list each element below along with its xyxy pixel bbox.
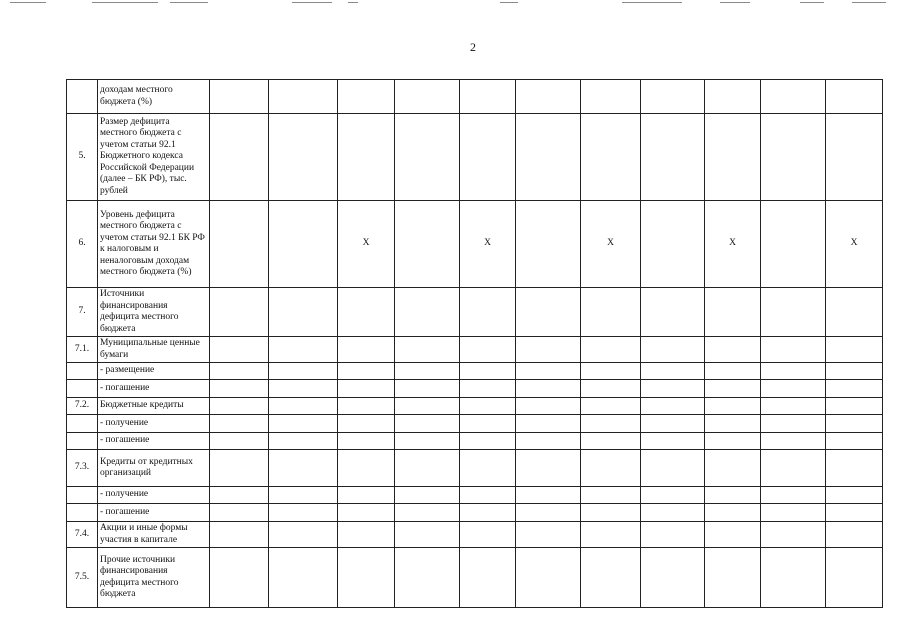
value-cell: [641, 337, 705, 363]
row-number: 5.: [67, 114, 98, 201]
value-cell: [210, 548, 269, 608]
value-cell: [705, 487, 761, 504]
row-number: 6.: [67, 201, 98, 288]
value-cell: [516, 433, 581, 450]
value-cell: [395, 288, 460, 337]
value-cell: [581, 450, 641, 487]
table-row: [67, 487, 883, 504]
value-cell: [210, 363, 269, 380]
value-cell: [210, 415, 269, 433]
row-label: Муниципальные ценные бумаги: [98, 337, 210, 363]
value-cell: [210, 504, 269, 522]
value-cell: [705, 415, 761, 433]
value-cell: [338, 433, 395, 450]
value-cell: [269, 337, 338, 363]
table-row: [67, 504, 883, 522]
value-cell: [826, 450, 883, 487]
value-cell: [269, 487, 338, 504]
value-cell: [460, 363, 516, 380]
value-cell: [826, 337, 883, 363]
value-cell: [581, 288, 641, 337]
value-cell: [641, 415, 705, 433]
value-cell: [460, 398, 516, 415]
value-cell: [581, 433, 641, 450]
row-label: Прочие источники финансирования дефицита местного бюджета: [98, 548, 210, 608]
value-cell: [395, 433, 460, 450]
value-cell: [460, 415, 516, 433]
value-cell: [641, 380, 705, 398]
table-row: [67, 433, 883, 450]
value-cell: [826, 487, 883, 504]
value-cell: [338, 398, 395, 415]
value-cell: [460, 337, 516, 363]
value-cell: [581, 504, 641, 522]
value-cell: [460, 80, 516, 114]
value-cell: [826, 433, 883, 450]
value-cell: [826, 288, 883, 337]
value-cell: [460, 450, 516, 487]
value-cell: [210, 450, 269, 487]
value-cell: [516, 363, 581, 380]
value-cell: [210, 337, 269, 363]
row-label: Уровень дефицита местного бюджета с учетом статьи 92.1 БК РФ к налоговым и неналоговым доходам местного бюджета (%): [98, 201, 210, 288]
value-cell: [516, 398, 581, 415]
value-cell: [516, 201, 581, 288]
table-row: [67, 398, 883, 415]
value-cell: [395, 380, 460, 398]
value-cell: [395, 450, 460, 487]
row-label: - получение: [98, 487, 210, 504]
row-number: 7.2.: [67, 398, 98, 415]
row-number: [67, 415, 98, 433]
row-label: - получение: [98, 415, 210, 433]
row-label: Бюджетные кредиты: [98, 398, 210, 415]
value-cell: [269, 450, 338, 487]
value-cell: [641, 288, 705, 337]
table-row: [67, 363, 883, 380]
row-label: - погашение: [98, 380, 210, 398]
value-cell: [395, 548, 460, 608]
value-cell: [581, 80, 641, 114]
row-number: [67, 433, 98, 450]
value-cell: [761, 504, 826, 522]
value-cell: [460, 433, 516, 450]
value-cell: [395, 522, 460, 548]
value-cell: [581, 114, 641, 201]
value-cell: [395, 398, 460, 415]
value-cell: [460, 487, 516, 504]
budget-table: [66, 79, 883, 608]
value-cell: [761, 201, 826, 288]
value-cell: [516, 548, 581, 608]
value-cell: [761, 522, 826, 548]
value-cell: [338, 363, 395, 380]
row-number: 7.4.: [67, 522, 98, 548]
value-cell: [210, 487, 269, 504]
value-cell: [705, 380, 761, 398]
value-cell: [269, 398, 338, 415]
value-cell: [705, 288, 761, 337]
value-cell: [761, 380, 826, 398]
value-cell: [641, 201, 705, 288]
value-cell: [395, 363, 460, 380]
value-cell: [516, 288, 581, 337]
row-label: - погашение: [98, 433, 210, 450]
row-number: [67, 363, 98, 380]
value-cell: [338, 288, 395, 337]
value-cell: [269, 288, 338, 337]
value-cell: [338, 450, 395, 487]
row-number: [67, 487, 98, 504]
value-cell: [826, 380, 883, 398]
value-cell: [761, 337, 826, 363]
table-row: [67, 337, 883, 363]
value-cell: [761, 487, 826, 504]
budget-table-body: [67, 80, 883, 608]
table-row: [67, 201, 883, 288]
x-mark-cell: X: [581, 201, 641, 288]
value-cell: [338, 504, 395, 522]
value-cell: [395, 504, 460, 522]
table-row: [67, 114, 883, 201]
value-cell: [210, 201, 269, 288]
value-cell: [581, 380, 641, 398]
value-cell: [210, 288, 269, 337]
value-cell: [516, 504, 581, 522]
row-number: [67, 504, 98, 522]
table-row: [67, 548, 883, 608]
value-cell: [269, 80, 338, 114]
table-row: [67, 380, 883, 398]
row-label: - размещение: [98, 363, 210, 380]
value-cell: [761, 398, 826, 415]
value-cell: [761, 363, 826, 380]
value-cell: [705, 80, 761, 114]
value-cell: [705, 450, 761, 487]
value-cell: [641, 363, 705, 380]
value-cell: [269, 380, 338, 398]
value-cell: [641, 114, 705, 201]
value-cell: [395, 415, 460, 433]
page-number: 2: [470, 40, 476, 54]
row-label: Источники финансирования дефицита местного бюджета: [98, 288, 210, 337]
value-cell: [338, 380, 395, 398]
value-cell: [210, 380, 269, 398]
value-cell: [338, 522, 395, 548]
value-cell: [516, 415, 581, 433]
value-cell: [269, 522, 338, 548]
value-cell: [761, 80, 826, 114]
value-cell: [338, 415, 395, 433]
value-cell: [761, 450, 826, 487]
value-cell: [460, 114, 516, 201]
value-cell: [761, 548, 826, 608]
value-cell: [210, 433, 269, 450]
row-label: Размер дефицита местного бюджета с учетом статьи 92.1 Бюджетного кодекса Российской Федерации (далее – БК РФ), тыс. рублей: [98, 114, 210, 201]
value-cell: [269, 504, 338, 522]
row-number: [67, 80, 98, 114]
value-cell: [641, 522, 705, 548]
value-cell: [460, 288, 516, 337]
value-cell: [395, 114, 460, 201]
value-cell: [516, 450, 581, 487]
value-cell: [516, 380, 581, 398]
row-number: 7.3.: [67, 450, 98, 487]
value-cell: [395, 337, 460, 363]
x-mark-cell: X: [705, 201, 761, 288]
value-cell: [581, 398, 641, 415]
row-label: Кредиты от кредитных организаций: [98, 450, 210, 487]
value-cell: [338, 487, 395, 504]
row-label: Акции и иные формы участия в капитале: [98, 522, 210, 548]
value-cell: [338, 114, 395, 201]
value-cell: [338, 337, 395, 363]
value-cell: [269, 363, 338, 380]
value-cell: [581, 487, 641, 504]
value-cell: [705, 522, 761, 548]
value-cell: [826, 363, 883, 380]
value-cell: [705, 337, 761, 363]
value-cell: [705, 433, 761, 450]
value-cell: [581, 363, 641, 380]
value-cell: [581, 548, 641, 608]
value-cell: [826, 80, 883, 114]
value-cell: [761, 288, 826, 337]
table-row: [67, 522, 883, 548]
value-cell: [581, 415, 641, 433]
value-cell: [826, 114, 883, 201]
value-cell: [395, 80, 460, 114]
value-cell: [269, 114, 338, 201]
row-number: 7.1.: [67, 337, 98, 363]
value-cell: [210, 398, 269, 415]
value-cell: [516, 80, 581, 114]
value-cell: [641, 548, 705, 608]
table-row: [67, 80, 883, 114]
scan-artifact-top-edge: [0, 0, 905, 8]
value-cell: [338, 80, 395, 114]
value-cell: [338, 548, 395, 608]
value-cell: [395, 201, 460, 288]
value-cell: [210, 80, 269, 114]
value-cell: [581, 522, 641, 548]
row-label: доходам местного бюджета (%): [98, 80, 210, 114]
value-cell: [395, 487, 460, 504]
value-cell: [516, 114, 581, 201]
x-mark-cell: X: [338, 201, 395, 288]
value-cell: [269, 548, 338, 608]
value-cell: [761, 415, 826, 433]
x-mark-cell: X: [460, 201, 516, 288]
value-cell: [705, 114, 761, 201]
value-cell: [641, 398, 705, 415]
value-cell: [269, 433, 338, 450]
value-cell: [826, 504, 883, 522]
value-cell: [705, 398, 761, 415]
value-cell: [826, 398, 883, 415]
value-cell: [460, 504, 516, 522]
value-cell: [705, 363, 761, 380]
value-cell: [516, 487, 581, 504]
row-label: - погашение: [98, 504, 210, 522]
value-cell: [460, 380, 516, 398]
value-cell: [826, 548, 883, 608]
value-cell: [210, 522, 269, 548]
value-cell: [516, 337, 581, 363]
value-cell: [460, 522, 516, 548]
value-cell: [705, 504, 761, 522]
value-cell: [641, 80, 705, 114]
row-number: 7.: [67, 288, 98, 337]
value-cell: [269, 201, 338, 288]
table-row: [67, 288, 883, 337]
value-cell: [641, 450, 705, 487]
value-cell: [581, 337, 641, 363]
value-cell: [761, 114, 826, 201]
value-cell: [269, 415, 338, 433]
value-cell: [641, 433, 705, 450]
value-cell: [826, 415, 883, 433]
value-cell: [705, 548, 761, 608]
value-cell: [641, 504, 705, 522]
value-cell: [761, 433, 826, 450]
x-mark-cell: X: [826, 201, 883, 288]
table-row: [67, 450, 883, 487]
value-cell: [210, 114, 269, 201]
value-cell: [460, 548, 516, 608]
row-number: [67, 380, 98, 398]
table-row: [67, 415, 883, 433]
row-number: 7.5.: [67, 548, 98, 608]
value-cell: [826, 522, 883, 548]
value-cell: [641, 487, 705, 504]
value-cell: [516, 522, 581, 548]
